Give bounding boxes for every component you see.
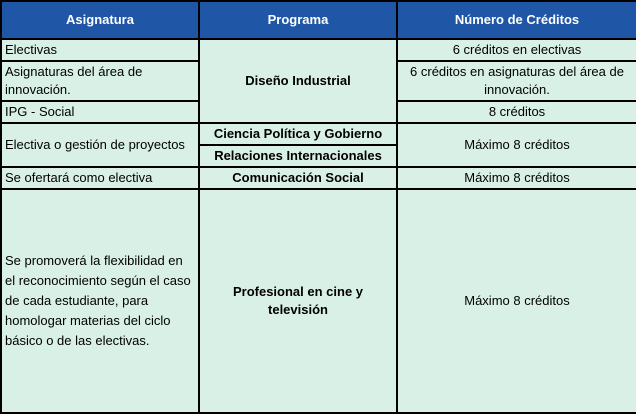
table-row	[1, 39, 636, 61]
asignatura-cell: Electivas	[1, 39, 199, 61]
asignatura-cell: Se ofertará como electiva	[1, 167, 199, 189]
programa-cell: Ciencia Política y Gobierno	[199, 123, 397, 145]
header-creditos: Número de Créditos	[397, 1, 636, 39]
creditos-cell: Máximo 8 créditos	[397, 167, 636, 189]
table-row	[1, 167, 636, 189]
programa-cell: Profesional en cine y televisión	[199, 189, 397, 413]
header-row	[1, 1, 636, 39]
header-programa: Programa	[199, 1, 397, 39]
creditos-cell: 6 créditos en electivas	[397, 39, 636, 61]
table-row	[1, 123, 636, 145]
asignatura-cell: Electiva o gestión de proyectos	[1, 123, 199, 167]
asignatura-cell: IPG - Social	[1, 101, 199, 123]
creditos-cell: Máximo 8 créditos	[397, 189, 636, 413]
header-asignatura: Asignatura	[1, 1, 199, 39]
programa-cell: Comunicación Social	[199, 167, 397, 189]
table-row	[1, 189, 636, 413]
creditos-cell: 8 créditos	[397, 101, 636, 123]
asignatura-cell: Asignaturas del área de innovación.	[1, 61, 199, 101]
creditos-cell: Máximo 8 créditos	[397, 123, 636, 167]
creditos-cell: 6 créditos en asignaturas del área de innovación.	[397, 61, 636, 101]
asignatura-cell: Se promoverá la flexibilidad en el reconocimiento según el caso de cada estudiante, para homologar materias del ciclo básico o de las electivas.	[1, 189, 199, 413]
programa-cell: Relaciones Internacionales	[199, 145, 397, 167]
programa-cell: Diseño Industrial	[199, 39, 397, 123]
